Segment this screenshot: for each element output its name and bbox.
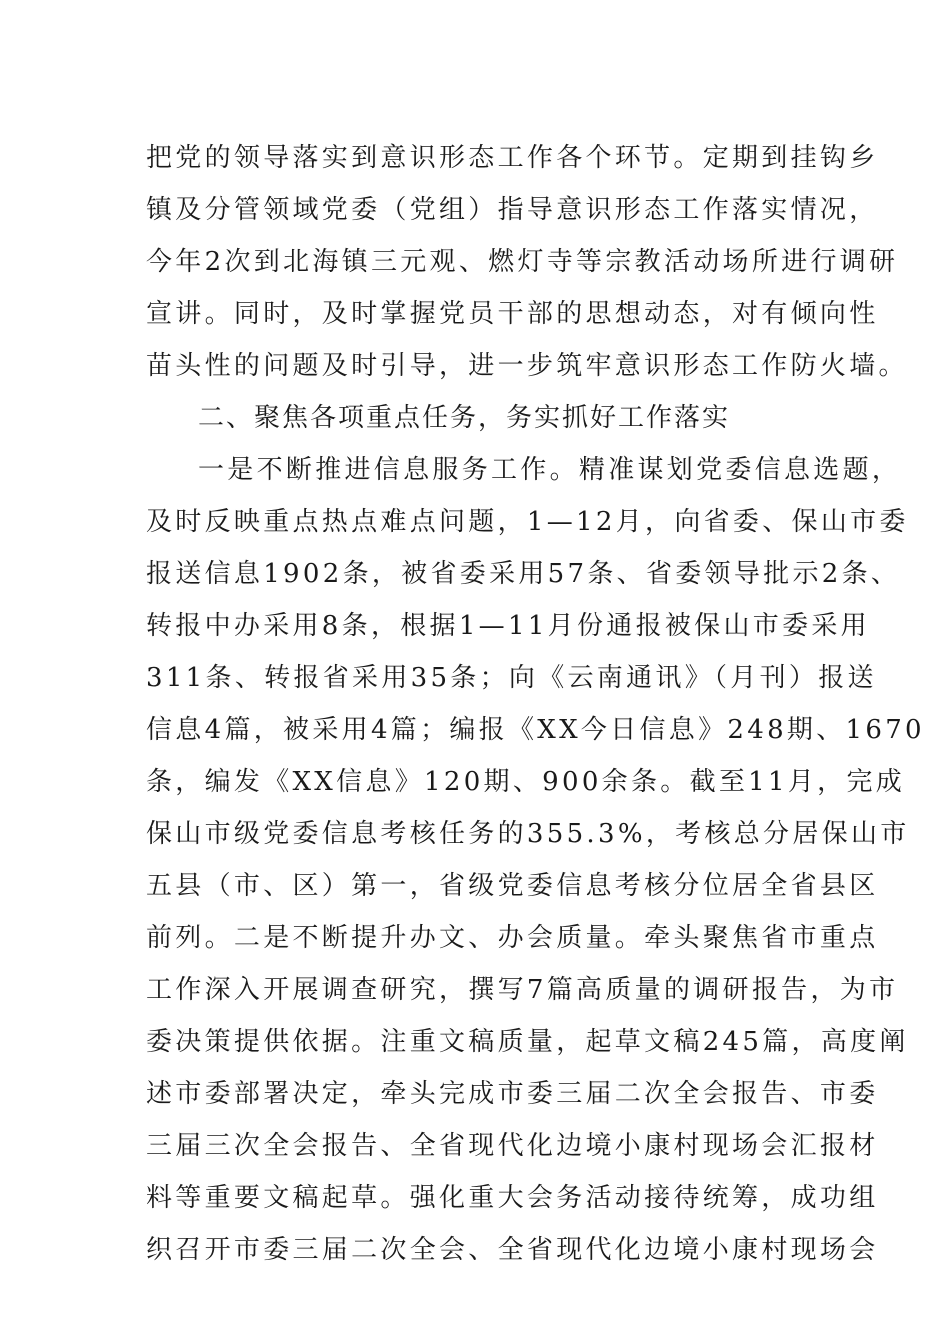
- body-line: 报送信息1902条，被省委采用57条、省委领导批示2条、: [146, 559, 901, 589]
- body-line: 料等重要文稿起草。强化重大会务活动接待统筹，成功组: [146, 1183, 879, 1213]
- body-line: 信息4篇，被采用4篇；编报《XX今日信息》248期、1670: [146, 715, 925, 745]
- body-line: 311条、转报省采用35条；向《云南通讯》（月刊）报送: [146, 663, 877, 693]
- body-line: 前列。二是不断提升办文、办会质量。牵头聚焦省市重点: [146, 923, 879, 953]
- body-line: 三届三次全会报告、全省现代化边境小康村现场会汇报材: [146, 1131, 879, 1161]
- body-line: 镇及分管领域党委（党组）指导意识形态工作落实情况，: [146, 195, 879, 225]
- paragraph-first-line: 一是不断推进信息服务工作。精准谋划党委信息选题，: [198, 455, 902, 485]
- body-line: 保山市级党委信息考核任务的355.3%，考核总分居保山市: [146, 819, 910, 849]
- body-line: 述市委部署决定，牵头完成市委三届二次全会报告、市委: [146, 1079, 879, 1109]
- section-heading: 二、聚焦各项重点任务，务实抓好工作落实: [198, 403, 731, 433]
- body-line: 今年2次到北海镇三元观、燃灯寺等宗教活动场所进行调研: [146, 247, 899, 277]
- body-line: 及时反映重点热点难点问题，1—12月，向省委、保山市委: [146, 507, 909, 537]
- body-line: 苗头性的问题及时引导，进一步筑牢意识形态工作防火墙。: [146, 351, 908, 381]
- body-line: 转报中办采用8条，根据1—11月份通报被保山市委采用: [146, 611, 870, 641]
- body-line: 织召开市委三届二次全会、全省现代化边境小康村现场会: [146, 1235, 879, 1265]
- body-line: 委决策提供依据。注重文稿质量，起草文稿245篇，高度阐: [146, 1027, 909, 1057]
- body-line: 五县（市、区）第一，省级党委信息考核分位居全省县区: [146, 871, 879, 901]
- body-line: 宣讲。同时，及时掌握党员干部的思想动态，对有倾向性: [146, 299, 879, 329]
- document-body: [146, 132, 925, 1276]
- body-line: 工作深入开展调查研究，撰写7篇高质量的调研报告，为市: [146, 975, 899, 1005]
- body-line: 条，编发《XX信息》120期、900余条。截至11月，完成: [146, 767, 906, 797]
- body-line: 把党的领导落实到意识形态工作各个环节。定期到挂钩乡: [146, 143, 879, 173]
